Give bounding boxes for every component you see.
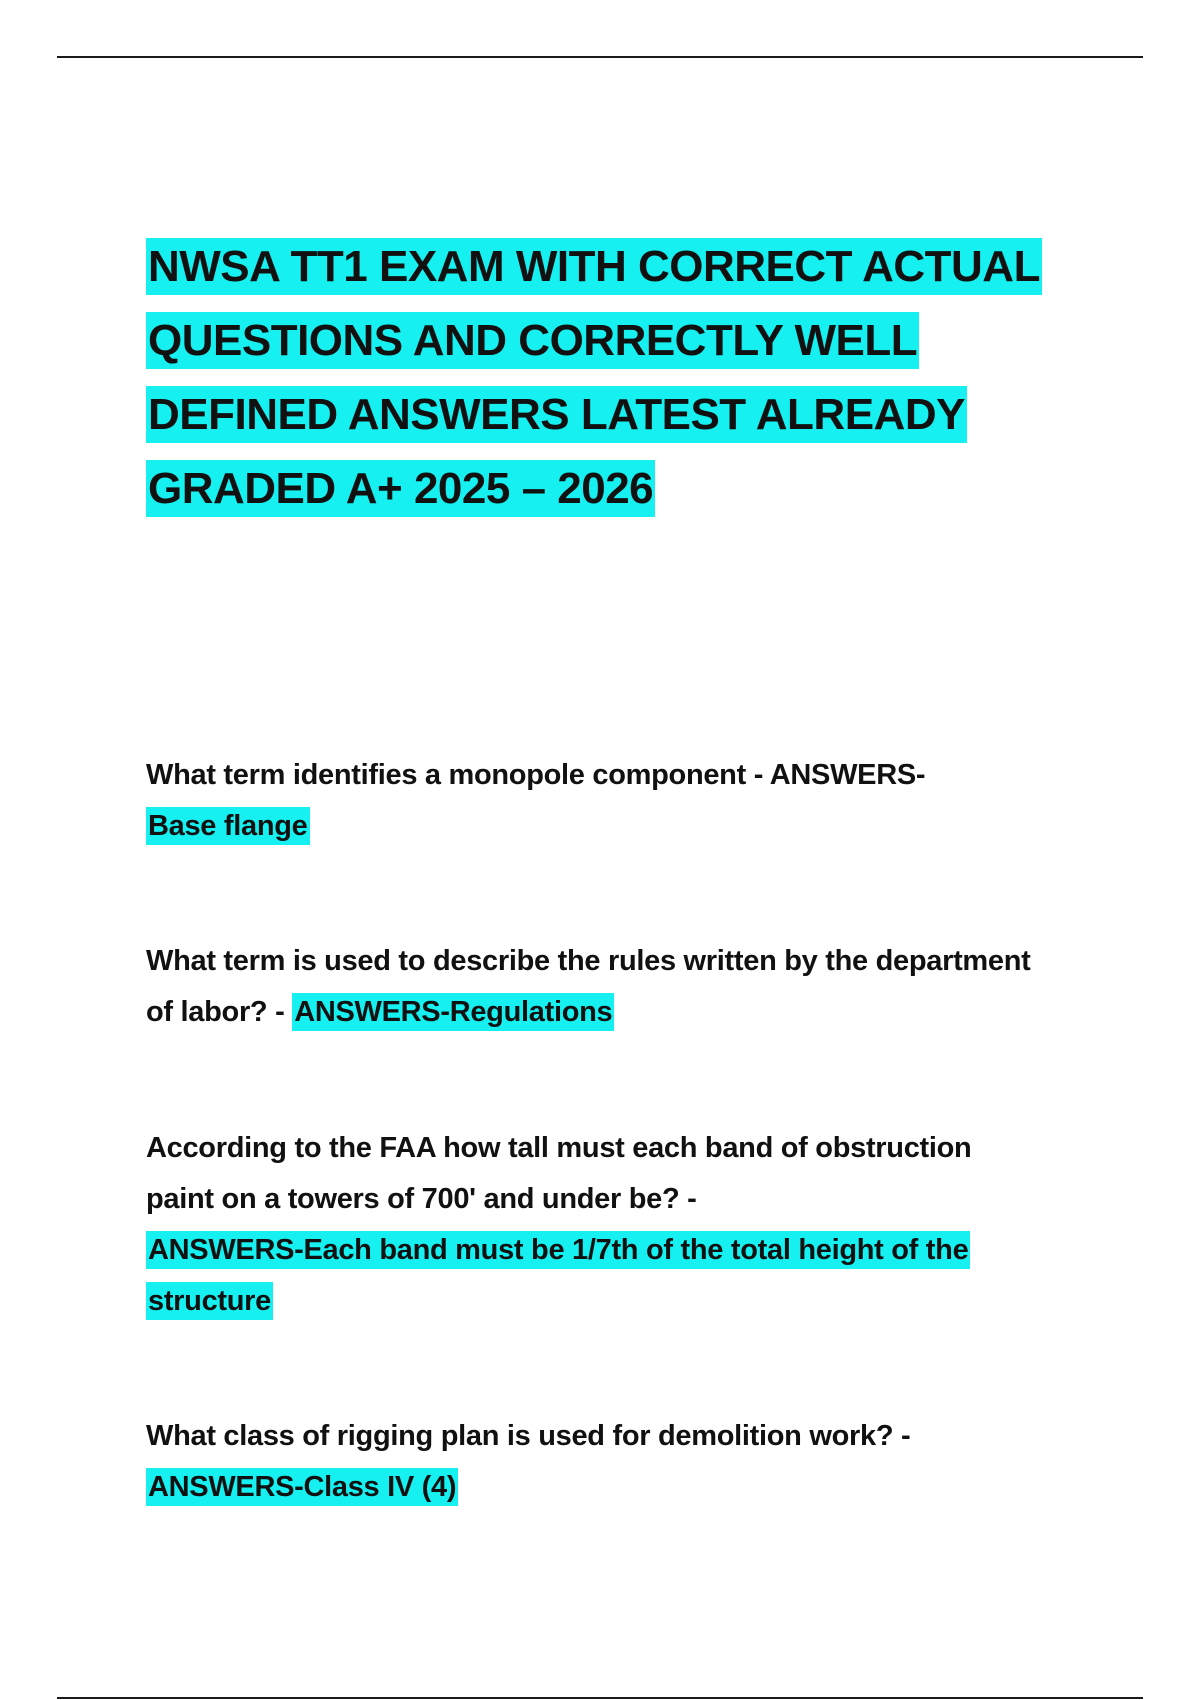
qa-item [146, 936, 1046, 1038]
answer-text: ANSWERS-Class IV (4) [146, 1468, 458, 1506]
answer-text: Base flange [146, 807, 310, 845]
question-text: What term is used to describe the rules written by the department of labor? - [146, 945, 1031, 1028]
document-title [146, 230, 1066, 526]
qa-item [146, 1123, 1046, 1327]
question-text: What class of rigging plan is used for demolition work? - [146, 1420, 911, 1452]
answer-text: ANSWERS-Regulations [292, 993, 614, 1031]
top-divider [57, 56, 1143, 58]
question-text: What term identifies a monopole component - ANSWERS- [146, 759, 926, 791]
title-text: NWSA TT1 EXAM WITH CORRECT ACTUAL QUESTIONS AND CORRECTLY WELL DEFINED ANSWERS LATEST ALREADY GRADED A+ 2025 – 2026 [146, 238, 1042, 517]
question-text: According to the FAA how tall must each band of obstruction paint on a towers of 700' and under be? - [146, 1132, 972, 1215]
answer-text: ANSWERS-Each band must be 1/7th of the total height of the structure [146, 1231, 970, 1320]
qa-item [146, 1411, 1046, 1513]
qa-item [146, 750, 1046, 852]
bottom-divider [57, 1697, 1143, 1699]
